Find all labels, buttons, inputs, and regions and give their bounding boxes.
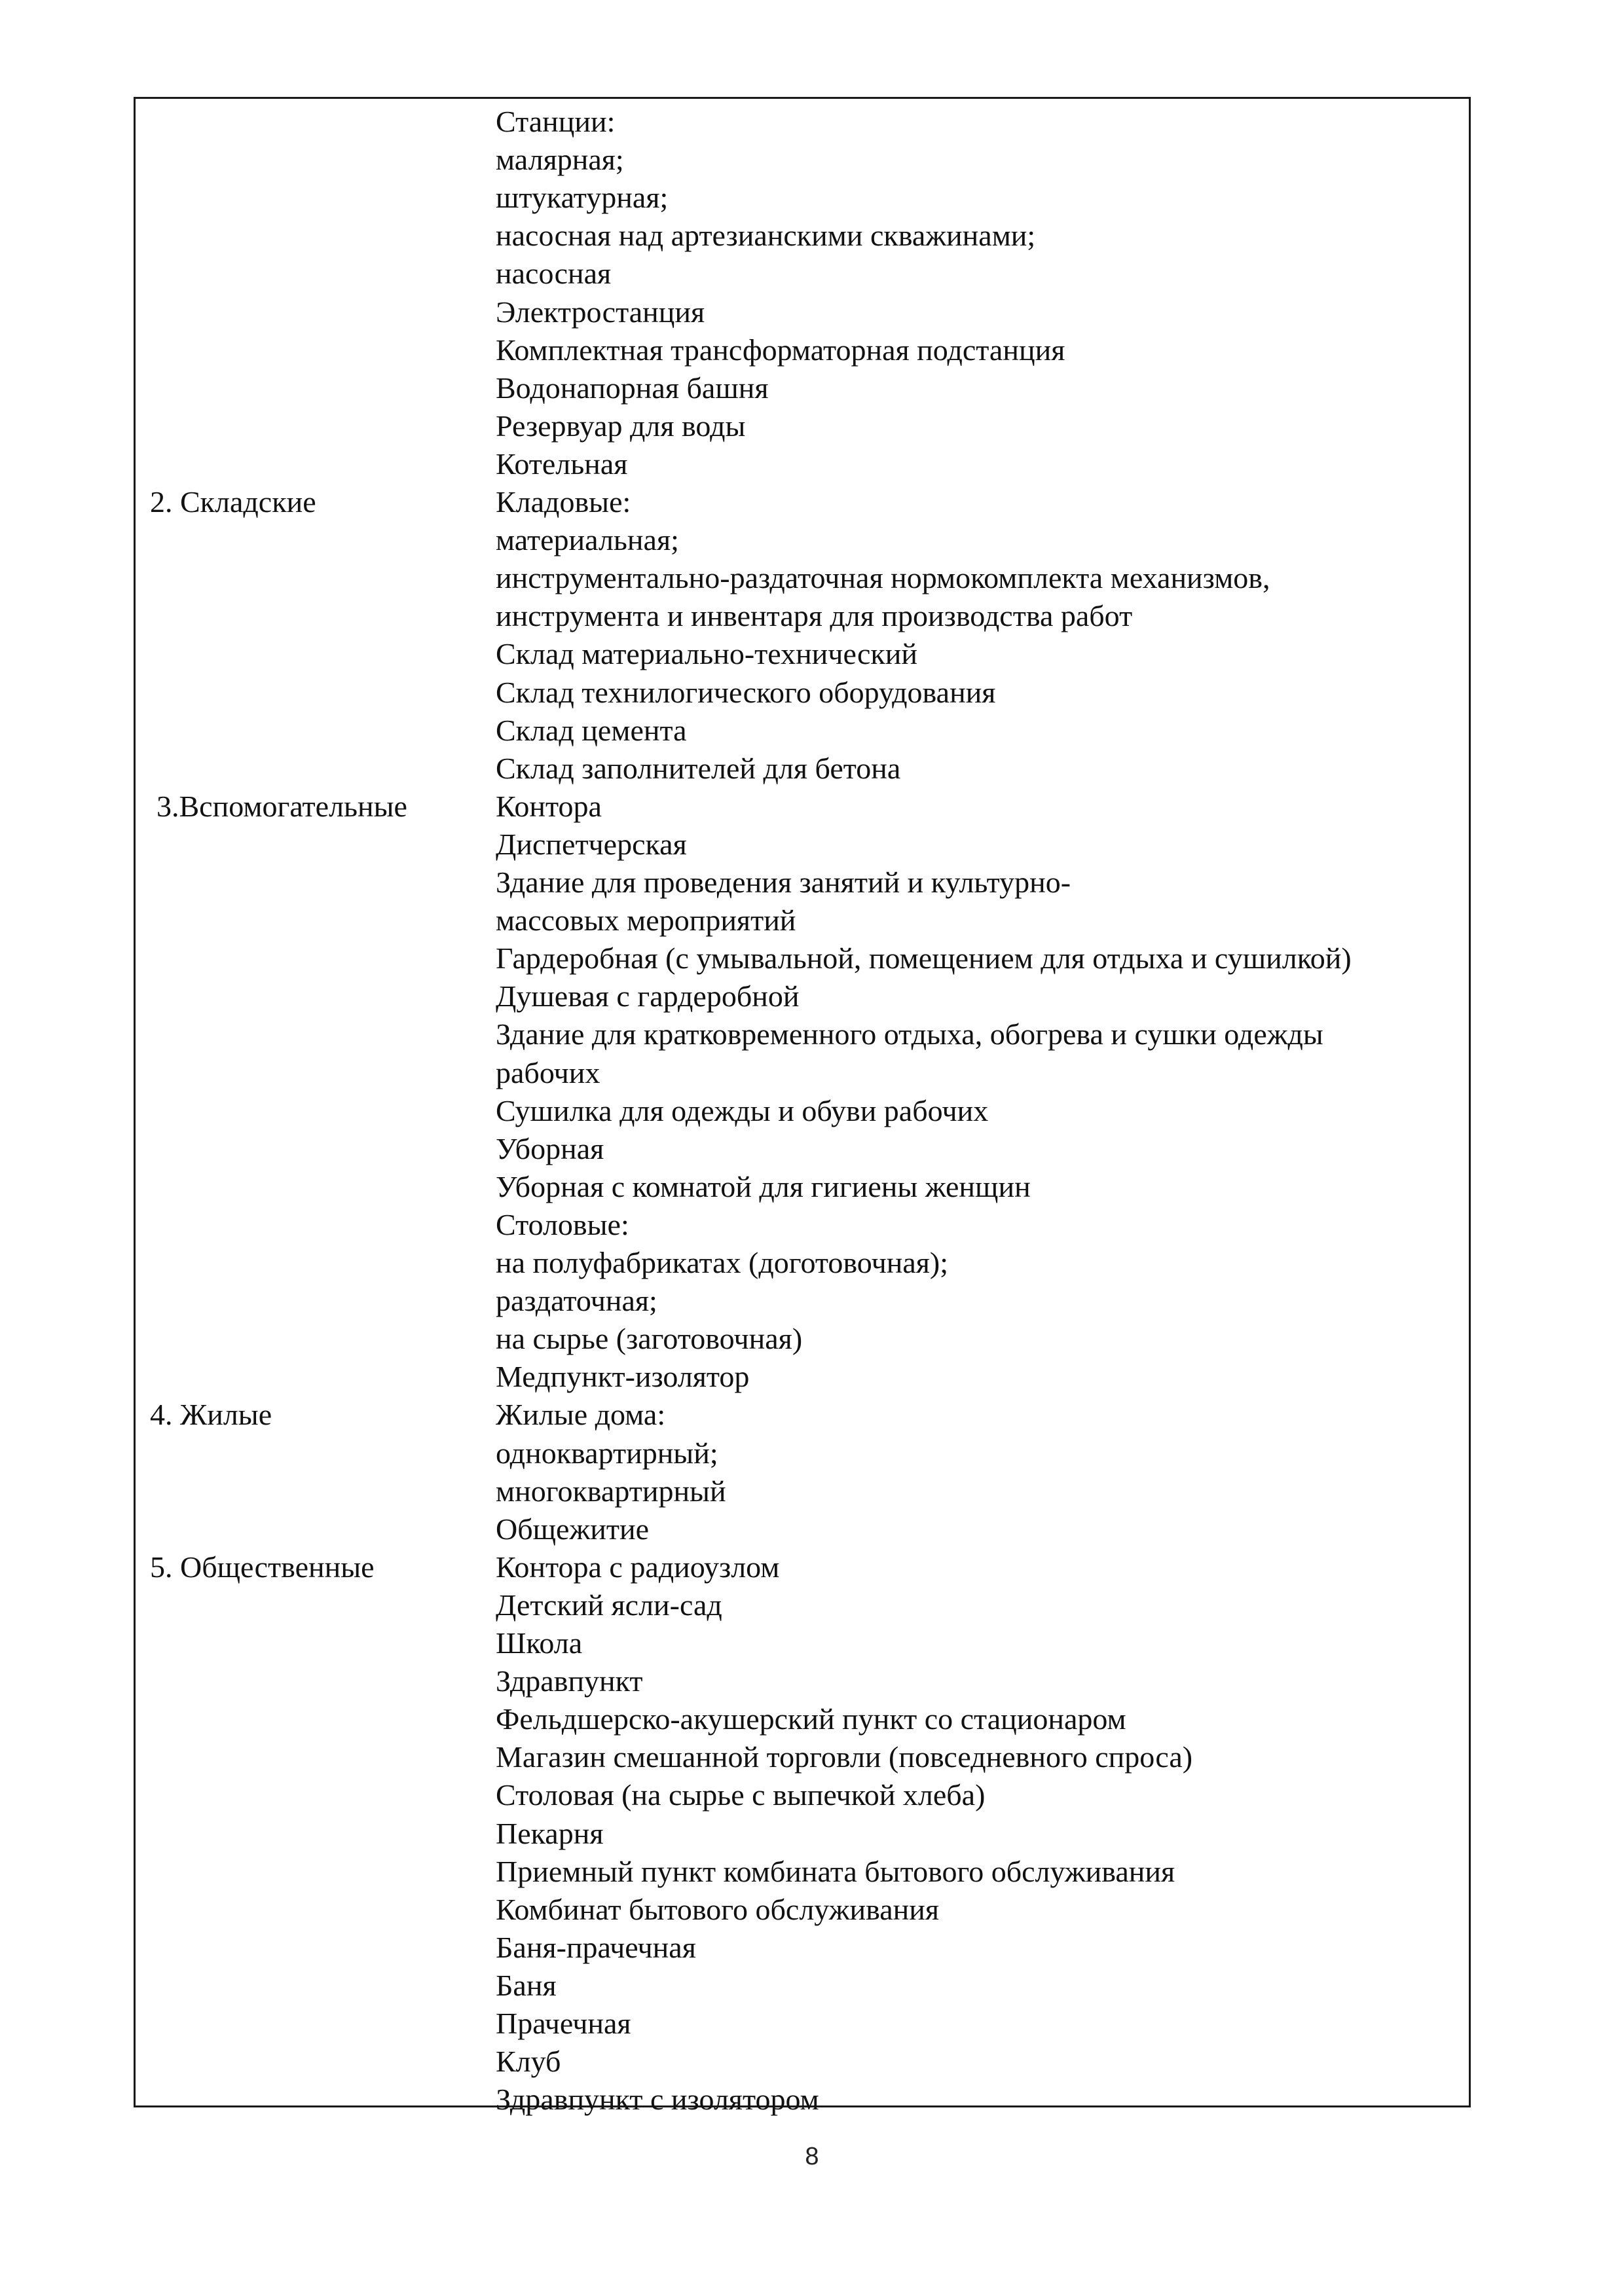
table-row (136, 1015, 1469, 1053)
table-row (136, 141, 1469, 179)
table-row (136, 826, 1469, 864)
item-label: Кладовые: (496, 485, 631, 519)
table-row (136, 521, 1469, 559)
item-label: Здание для кратковременного отдыха, обогрева и сушки одежды (496, 1017, 1323, 1051)
table-row (136, 407, 1469, 445)
table-row (136, 1510, 1469, 1548)
item-label: Резервуар для воды (496, 409, 746, 443)
item-label: Уборная (496, 1131, 604, 1165)
table-row (136, 369, 1469, 407)
item-label: Детский ясли-сад (496, 1588, 722, 1622)
item-label: Станции: (496, 105, 616, 138)
item-label: Фельдшерско-акушерский пункт со стационаром (496, 1702, 1126, 1736)
item-label: Здравпункт с изолятором (496, 2083, 819, 2117)
table-row (136, 559, 1469, 597)
table-row (136, 483, 1469, 521)
table-row (136, 331, 1469, 369)
table-row (136, 293, 1469, 331)
category-label: 2. Складские (150, 485, 316, 519)
table-row (136, 939, 1469, 977)
item-label: Гардеробная (с умывальной, помещением для отдыха и сушилкой) (496, 941, 1352, 975)
item-label: малярная; (496, 143, 624, 177)
item-label: Склад цемента (496, 713, 687, 747)
item-label: насосная над артезианскими скважинами; (496, 219, 1036, 253)
item-label: Душевая с гардеробной (496, 979, 800, 1013)
item-label: массовых мероприятий (496, 903, 796, 938)
item-label: Медпункт-изолятор (496, 1360, 750, 1394)
table-row (136, 1282, 1469, 1320)
table-row (136, 1586, 1469, 1624)
table-row (136, 1700, 1469, 1738)
table-row (136, 1776, 1469, 1814)
item-label: Столовая (на сырье с выпечкой хлеба) (496, 1778, 986, 1812)
item-label: рабочих (496, 1055, 600, 1089)
category-label: 3.Вспомогательные (157, 789, 407, 823)
item-label: Столовые: (496, 1207, 629, 1241)
item-label: Склад технилогического оборудования (496, 675, 996, 709)
table-row (136, 1815, 1469, 1853)
item-label: Уборная с комнатой для гигиены женщин (496, 1169, 1031, 1203)
item-label: Здание для проведения занятий и культурно- (496, 866, 1071, 899)
item-label: Склад материально-технический (496, 637, 917, 671)
item-label: Пекарня (496, 1816, 604, 1850)
item-label: Водонапорная башня (496, 371, 769, 405)
item-label: штукатурная; (496, 181, 669, 215)
table-row (136, 1891, 1469, 1929)
item-label: Сушилка для одежды и обуви рабочих (496, 1093, 989, 1127)
table-row (136, 1396, 1469, 1434)
table-row (136, 217, 1469, 255)
table-row (136, 788, 1469, 826)
table-row (136, 1738, 1469, 1776)
item-label: Жилые дома: (496, 1398, 666, 1432)
item-label: инструментально-раздаточная нормокомплекта механизмов, (496, 561, 1270, 595)
item-label: Комбинат бытового обслуживания (496, 1892, 940, 1926)
item-label: инструмента и инвентаря для производства работ (496, 599, 1133, 633)
item-label: Приемный пункт комбината бытового обслуживания (496, 1854, 1175, 1888)
item-label: Электростанция (496, 295, 705, 329)
table-row (136, 977, 1469, 1015)
item-label: Баня-прачечная (496, 1930, 696, 1964)
table-row (136, 1624, 1469, 1662)
category-label: 4. Жилые (150, 1398, 272, 1432)
table-row (136, 1320, 1469, 1358)
item-label: Баня (496, 1968, 557, 2002)
item-label: Магазин смешанной торговли (повседневного спроса) (496, 1740, 1193, 1774)
table-row (136, 103, 1469, 141)
table-row (136, 750, 1469, 788)
table-row (136, 864, 1469, 902)
item-label: Склад заполнителей для бетона (496, 751, 901, 785)
table-row (136, 1662, 1469, 1700)
table-row (136, 1853, 1469, 1891)
item-label: одноквартирный; (496, 1436, 718, 1470)
item-label: на полуфабрикатах (доготовочная); (496, 1246, 949, 1279)
item-label: раздаточная; (496, 1284, 657, 1318)
table-row (136, 1929, 1469, 1967)
table-row (136, 2081, 1469, 2119)
building-types-table (134, 97, 1471, 2117)
item-label: Клуб (496, 2045, 561, 2079)
table-row (136, 2043, 1469, 2081)
item-label: Школа (496, 1626, 583, 1660)
table-row (136, 635, 1469, 673)
table-row (136, 445, 1469, 483)
item-label: Комплектная трансформаторная подстанция (496, 333, 1065, 367)
table-row (136, 597, 1469, 635)
item-label: Контора (496, 789, 602, 823)
category-label: 5. Общественные (150, 1550, 375, 1584)
table-row (136, 255, 1469, 293)
table-row (136, 674, 1469, 712)
table-row (136, 1434, 1469, 1472)
item-label: многоквартирный (496, 1474, 726, 1508)
table-row (136, 1358, 1469, 1396)
table-row (136, 1967, 1469, 2005)
table-row (136, 1054, 1469, 1092)
table-row (136, 179, 1469, 217)
table-row (136, 1168, 1469, 1206)
item-label: материальная; (496, 523, 679, 557)
table-row (136, 1130, 1469, 1168)
table-row (136, 2005, 1469, 2043)
page-number: 8 (805, 2143, 819, 2170)
item-label: Прачечная (496, 2007, 631, 2040)
item-label: Контора с радиоузлом (496, 1550, 780, 1584)
item-label: насосная (496, 257, 612, 291)
item-label: Общежитие (496, 1512, 649, 1546)
table-row (136, 712, 1469, 750)
table-row (136, 1092, 1469, 1130)
table-row (136, 1548, 1469, 1586)
table-row (136, 902, 1469, 939)
table-row (136, 1206, 1469, 1244)
item-label: Здравпункт (496, 1664, 643, 1698)
item-label: Котельная (496, 446, 628, 481)
item-label: Диспетчерская (496, 827, 687, 861)
table-row (136, 1244, 1469, 1282)
item-label: на сырье (заготовочная) (496, 1322, 803, 1356)
table-row (136, 1472, 1469, 1510)
